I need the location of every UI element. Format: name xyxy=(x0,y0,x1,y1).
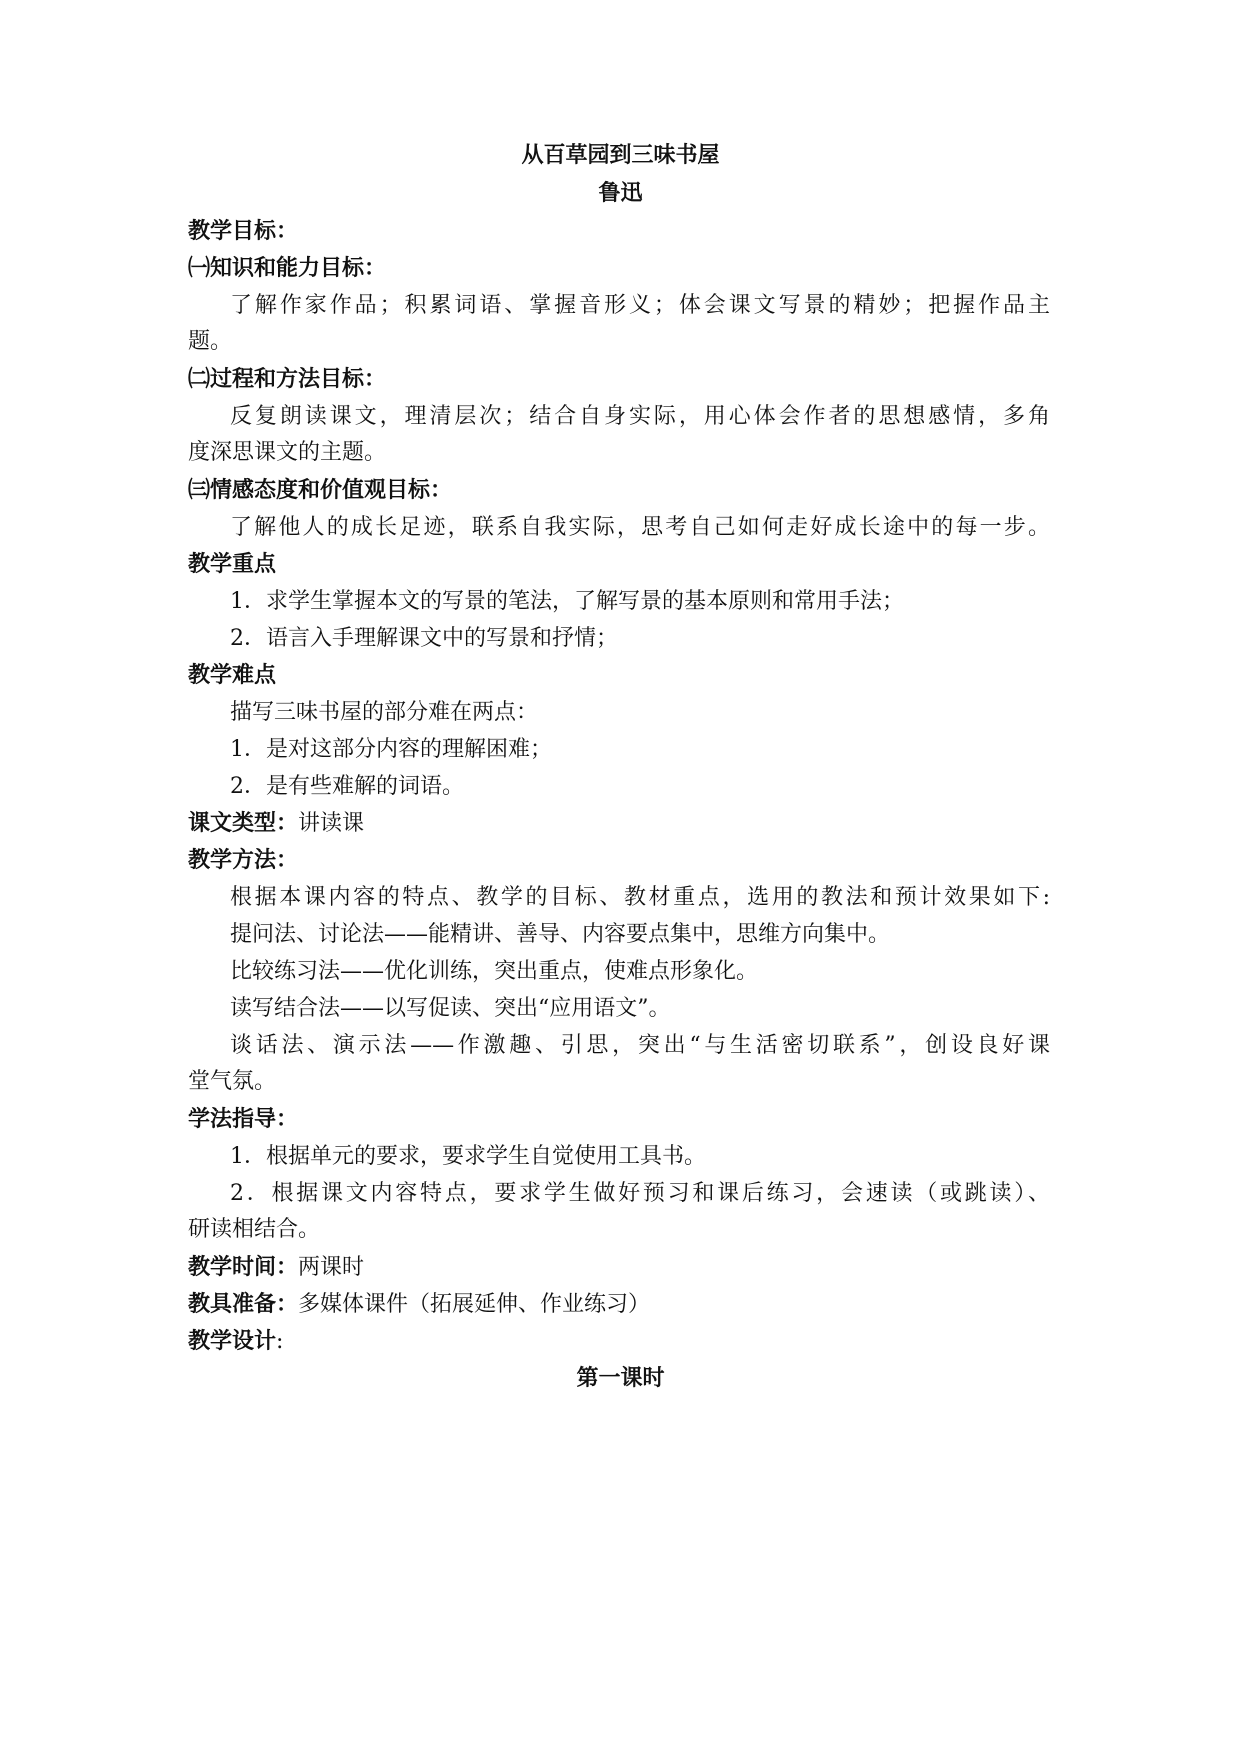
methods-line: 比较练习法——优化训练，突出重点，使难点形象化。 xyxy=(230,959,759,984)
teaching-time-label: 教学时间： xyxy=(188,1255,299,1280)
teaching-tools xyxy=(188,1286,650,1324)
emotion-objective-heading: ㈢情感态度和价值观目标： xyxy=(188,478,453,503)
emotion-objective-line: 了解他人的成长足迹，联系自我实际，思考自己如何走好成长途中的每一步。 xyxy=(230,515,1050,540)
key-point-item: 1．求学生掌握本文的写景的笔法，了解写景的基本原则和常用手法； xyxy=(230,589,904,614)
process-objective-line: 反复朗读课文，理清层次；结合自身实际，用心体会作者的思想感情，多角 xyxy=(230,404,1050,429)
methods-line: 读写结合法——以写促读、突出“应用语文”。 xyxy=(230,996,671,1021)
study-guide-item: 1．根据单元的要求，要求学生自觉使用工具书。 xyxy=(230,1144,706,1169)
methods-line: 堂气氛。 xyxy=(188,1069,277,1094)
study-guide-item: 研读相结合。 xyxy=(188,1217,321,1242)
teaching-design-colon: : xyxy=(276,1329,284,1354)
teaching-tools-value: 多媒体课件（拓展延伸、作业练习） xyxy=(298,1292,651,1317)
teaching-tools-label: 教具准备： xyxy=(188,1292,299,1317)
teaching-time-value: 两课时 xyxy=(298,1255,365,1280)
lesson-type-value: 讲读课 xyxy=(298,811,365,836)
knowledge-objective-line: 题。 xyxy=(188,329,233,354)
key-points-heading: 教学重点 xyxy=(188,552,277,577)
teaching-time xyxy=(188,1249,364,1287)
difficulties-heading: 教学难点 xyxy=(188,663,277,688)
process-objective-heading: ㈡过程和方法目标： xyxy=(188,367,387,392)
document-title: 从百草园到三味书屋 xyxy=(521,143,720,168)
lesson-type xyxy=(188,805,364,843)
objectives-heading: 教学目标： xyxy=(188,219,299,244)
difficulty-item: 1．是对这部分内容的理解困难； xyxy=(230,737,552,762)
teaching-design-label: 教学设计 xyxy=(188,1329,277,1354)
key-point-item: 2．语言入手理解课文中的写景和抒情； xyxy=(230,626,618,651)
methods-line: 根据本课内容的特点、教学的目标、教材重点，选用的教法和预计效果如下: xyxy=(230,885,1050,910)
knowledge-objective-heading: ㈠知识和能力目标： xyxy=(188,256,387,281)
process-objective-line: 度深思课文的主题。 xyxy=(188,440,387,465)
study-guide-item: 2．根据课文内容特点，要求学生做好预习和课后练习，会速读（或跳读）、 xyxy=(230,1181,1050,1206)
methods-line: 谈话法、演示法——作激趣、引思，突出“与生活密切联系”，创设良好课 xyxy=(230,1033,1050,1058)
knowledge-objective-line: 了解作家作品；积累词语、掌握音形义；体会课文写景的精妙；把握作品主 xyxy=(230,293,1050,318)
methods-line: 提问法、讨论法——能精讲、善导、内容要点集中，思维方向集中。 xyxy=(230,922,891,947)
study-guide-heading: 学法指导： xyxy=(188,1107,299,1132)
document-author: 鲁迅 xyxy=(598,181,643,206)
lesson-type-label: 课文类型： xyxy=(188,811,299,836)
difficulty-item: 2．是有些难解的词语。 xyxy=(230,774,464,799)
methods-heading: 教学方法： xyxy=(188,848,299,873)
difficulties-intro: 描写三味书屋的部分难在两点： xyxy=(230,700,539,725)
first-lesson-heading: 第一课时 xyxy=(576,1366,665,1391)
teaching-design xyxy=(188,1323,283,1361)
